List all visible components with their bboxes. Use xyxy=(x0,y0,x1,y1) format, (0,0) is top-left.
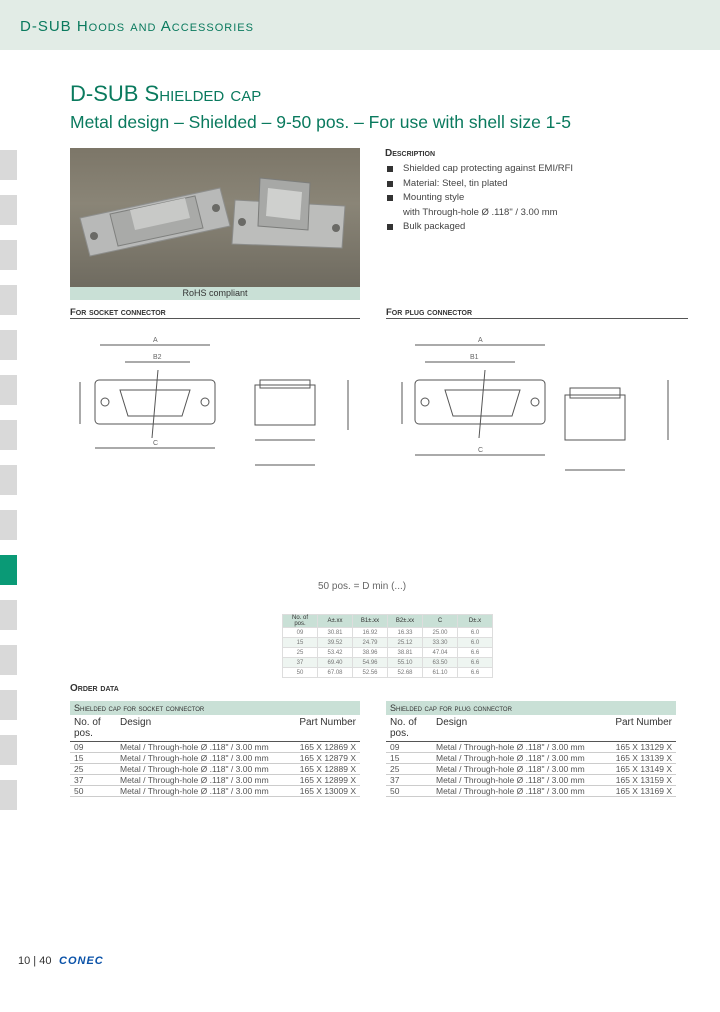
product-photo xyxy=(70,148,360,287)
technical-drawing xyxy=(70,330,690,500)
description-item: Bulk packaged xyxy=(385,220,705,235)
side-tab[interactable] xyxy=(0,780,17,810)
description-heading: Description xyxy=(385,148,436,159)
brand-logo: CONEC xyxy=(59,955,104,967)
dim-label-b2-socket: B2 xyxy=(153,354,162,361)
order-heading: Order data xyxy=(70,683,119,694)
side-tab[interactable] xyxy=(0,735,17,765)
order-table-columns: No. of pos. Design Part Number xyxy=(70,715,360,742)
dimension-table-row: 09 30.81 16.92 16.33 25.00 6.0 xyxy=(283,628,493,638)
description-subitem: with Through-hole Ø .118" / 3.00 mm xyxy=(403,206,558,218)
description-item: Mounting style xyxy=(385,191,705,206)
side-tab[interactable] xyxy=(0,375,17,405)
description xyxy=(385,148,705,235)
socket-section-title: For socket connector xyxy=(70,307,360,319)
table-row: 15 Metal / Through-hole Ø .118" / 3.00 mm 165 X 13139 X xyxy=(386,753,676,764)
side-tab[interactable] xyxy=(0,195,17,225)
table-row: 50 Metal / Through-hole Ø .118" / 3.00 mm 165 X 13009 X xyxy=(70,786,360,797)
description-list xyxy=(385,162,705,235)
order-table-columns: No. of pos. Design Part Number xyxy=(386,715,676,742)
table-row: 25 Metal / Through-hole Ø .118" / 3.00 mm 165 X 12889 X xyxy=(70,764,360,775)
side-tab[interactable] xyxy=(0,690,17,720)
dim-label-a-socket: A xyxy=(153,337,158,344)
dimension-table-row: 37 69.40 54.96 55.10 63.50 6.6 xyxy=(283,658,493,668)
dimension-table-row: 50 67.08 52.56 52.68 61.10 6.6 xyxy=(283,668,493,678)
side-tab[interactable] xyxy=(0,285,17,315)
dim-label-a-plug: A xyxy=(478,337,483,344)
description-item: Material: Steel, tin plated xyxy=(385,177,705,192)
table-row: 37 Metal / Through-hole Ø .118" / 3.00 mm 165 X 13159 X xyxy=(386,775,676,786)
side-tab[interactable] xyxy=(0,330,17,360)
header-title: D-SUB Hoods and Accessories xyxy=(20,18,254,35)
page-header xyxy=(0,0,720,50)
page-subtitle: Metal design – Shielded – 9-50 pos. – For use with shell size 1-5 xyxy=(70,112,571,132)
side-tab[interactable] xyxy=(0,150,17,180)
side-tab[interactable] xyxy=(0,510,17,540)
dimension-table-row: 15 39.52 24.79 25.12 33.30 6.0 xyxy=(283,638,493,648)
side-tab[interactable] xyxy=(0,240,17,270)
product-photo-art xyxy=(70,148,360,287)
side-tab[interactable] xyxy=(0,465,17,495)
table-row: 37 Metal / Through-hole Ø .118" / 3.00 mm 165 X 12899 X xyxy=(70,775,360,786)
table-row: 09 Metal / Through-hole Ø .118" / 3.00 mm 165 X 13129 X xyxy=(386,742,676,753)
dimension-table xyxy=(282,614,493,678)
dimension-table-row: 25 53.42 38.96 38.81 47.04 6.6 xyxy=(283,648,493,658)
bullet-icon xyxy=(387,224,393,230)
bullet-icon xyxy=(387,181,393,187)
order-table-plug xyxy=(386,701,676,797)
table-row: 15 Metal / Through-hole Ø .118" / 3.00 mm 165 X 12879 X xyxy=(70,753,360,764)
dim-label-c-socket: C xyxy=(153,440,159,447)
dim-label-b1-plug: B1 xyxy=(470,354,479,361)
bullet-icon xyxy=(387,195,393,201)
page-title: D-SUB Shielded cap xyxy=(70,81,262,106)
description-item: Shielded cap protecting against EMI/RFI xyxy=(385,162,705,177)
bullet-icon xyxy=(387,166,393,172)
order-table-title: Shielded cap for plug connector xyxy=(386,701,676,715)
page-number: 10 | 40 xyxy=(18,955,52,967)
dim-note: 50 pos. = D min (...) xyxy=(318,581,407,592)
plug-section-title: For plug connector xyxy=(386,307,688,319)
order-table-socket xyxy=(70,701,360,797)
table-row: 50 Metal / Through-hole Ø .118" / 3.00 mm 165 X 13169 X xyxy=(386,786,676,797)
order-table-title: Shielded cap for socket connector xyxy=(70,701,360,715)
side-tab-active[interactable] xyxy=(0,555,17,585)
side-tab[interactable] xyxy=(0,420,17,450)
dim-label-c-plug: C xyxy=(478,447,484,454)
table-row: 09 Metal / Through-hole Ø .118" / 3.00 mm 165 X 12869 X xyxy=(70,742,360,753)
dimension-table-header: No. of pos. A±.xx B1±.xx B2±.xx C D±.x xyxy=(283,615,493,628)
rohs-caption: RoHS compliant xyxy=(70,287,360,300)
side-tab[interactable] xyxy=(0,600,17,630)
table-row: 25 Metal / Through-hole Ø .118" / 3.00 mm 165 X 13149 X xyxy=(386,764,676,775)
side-tab[interactable] xyxy=(0,645,17,675)
